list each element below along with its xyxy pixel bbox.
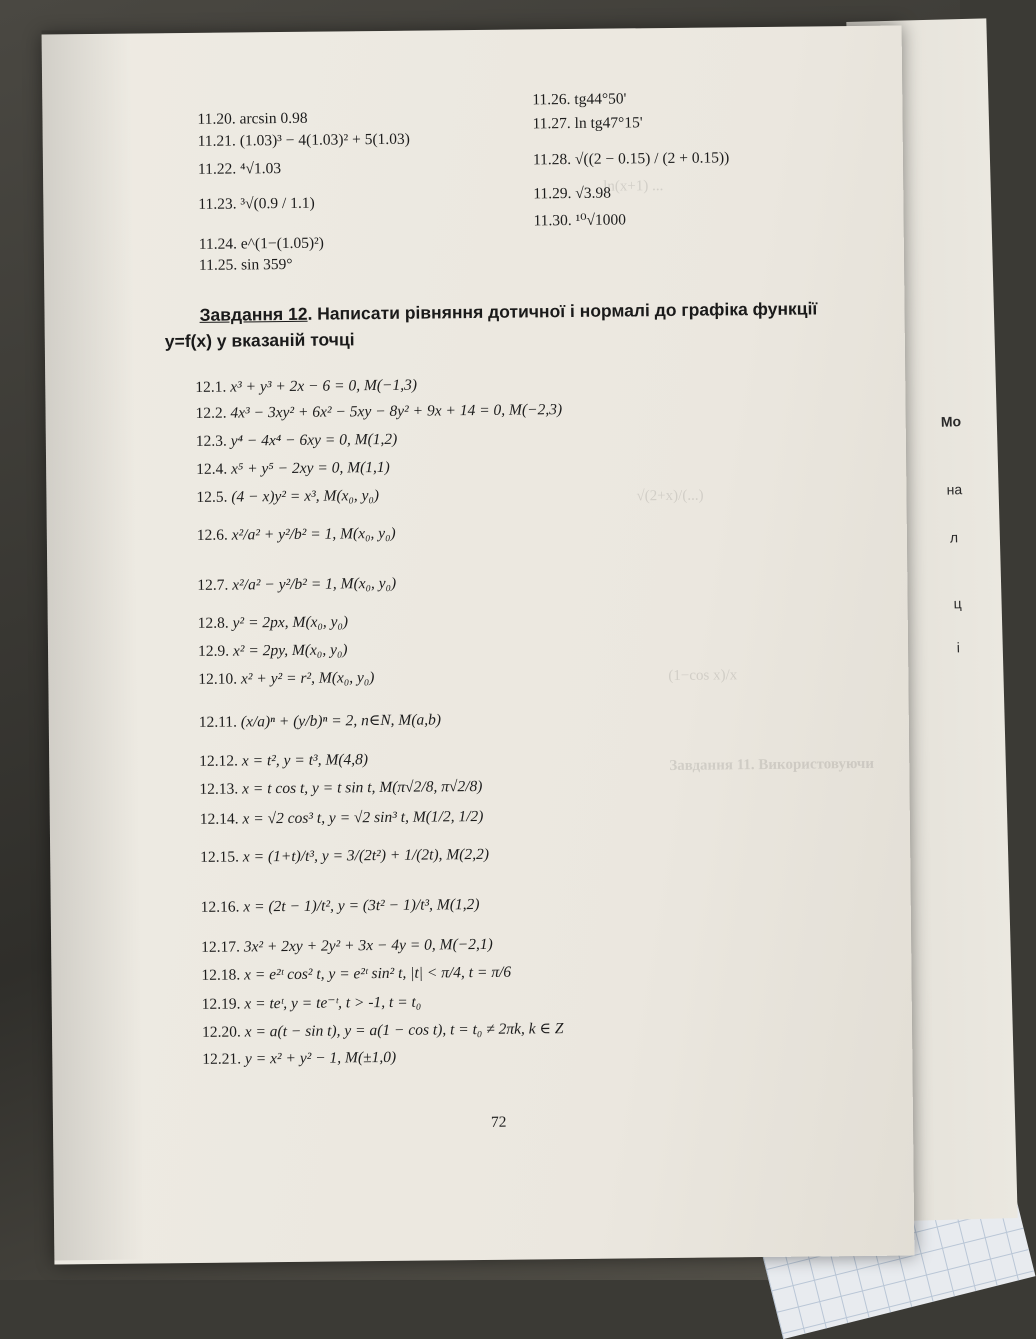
list-item: 11.22. ⁴√1.03 xyxy=(197,160,282,178)
list-item: 11.24. e^(1−(1.05)²) xyxy=(198,234,325,253)
problem-item: 12.10. x² + y² = r², M(x₀, y₀) xyxy=(198,669,375,688)
right-page-fragment: і xyxy=(956,639,961,656)
bleed-through: (1−cos x)/x xyxy=(668,667,738,685)
problem-item: 12.17. 3x² + 2xy + 2y² + 3x − 4y = 0, M(−2,1) xyxy=(201,935,493,956)
bleed-through: Завдання 11. Використовуючи xyxy=(669,755,875,775)
task-heading-line2: y=f(x) у вказаній точці xyxy=(164,329,355,352)
list-item: 11.25. sin 359° xyxy=(198,255,293,274)
right-page-fragment: на xyxy=(946,481,963,498)
task-label: Завдання 12 xyxy=(199,303,308,325)
list-item: 11.29. √3.98 xyxy=(533,184,612,203)
list-item: 11.23. ³√(0.9 / 1.1) xyxy=(198,194,315,213)
page-number: 72 xyxy=(490,1113,507,1131)
problem-item: 12.15. x = (1+t)/t³, y = 3/(2t²) + 1/(2t), M(2,2) xyxy=(200,845,490,866)
problem-item: 12.8. y² = 2px, M(x₀, y₀) xyxy=(197,613,349,632)
problem-item: 12.21. y = x² + y² − 1, M(±1,0) xyxy=(202,1048,397,1068)
problem-item: 12.7. x²/a² − y²/b² = 1, M(x₀, y₀) xyxy=(197,574,397,594)
problem-item: 12.9. x² = 2py, M(x₀, y₀) xyxy=(197,641,348,660)
right-page-fragment: л xyxy=(949,529,959,546)
problem-item: 12.11. (x/a)ⁿ + (y/b)ⁿ = 2, n∈N, M(a,b) xyxy=(198,711,442,731)
problem-item: 12.14. x = √2 cos³ t, y = √2 sin³ t, M(1/2, 1/2) xyxy=(199,807,484,828)
problem-item: 12.4. x⁵ + y⁵ − 2xy = 0, M(1,1) xyxy=(196,458,390,478)
problem-item: 12.5. (4 − x)y² = x³, M(x₀, y₀) xyxy=(196,487,380,506)
problem-item: 12.1. x³ + y³ + 2x − 6 = 0, M(−1,3) xyxy=(195,376,418,396)
problem-item: 12.6. x²/a² + y²/b² = 1, M(x₀, y₀) xyxy=(196,524,396,544)
textbook-page xyxy=(42,26,915,1265)
list-item: 11.27. ln tg47°15' xyxy=(532,114,643,133)
problem-item: 12.18. x = e²ᵗ cos² t, y = e²ᵗ sin² t, |t| < π/4, t = π/6 xyxy=(201,963,512,984)
bleed-through: ln(x+1) ... xyxy=(603,178,664,195)
list-item: 11.20. arcsin 0.98 xyxy=(197,109,308,128)
problem-item: 12.16. x = (2t − 1)/t², y = (3t² − 1)/t³, M(1,2) xyxy=(200,895,480,916)
problem-item: 12.13. x = t cos t, y = t sin t, M(π√2/8, π√2/8) xyxy=(199,777,483,798)
list-item: 11.28. √((2 − 0.15) / (2 + 0.15)) xyxy=(532,149,730,169)
problem-item: 12.20. x = a(t − sin t), y = a(1 − cos t), t = t₀ ≠ 2πk, k ∈ Z xyxy=(201,1020,564,1041)
problem-item: 12.2. 4x³ − 3xy² + 6x² − 5xy − 8y² + 9x + 14 = 0, M(−2,3) xyxy=(195,401,563,422)
problem-item: 12.12. x = t², y = t³, M(4,8) xyxy=(199,751,369,770)
task-heading: Завдання 12. Написати рівняння дотичної і нормалі до графіка функції xyxy=(199,298,818,325)
list-item: 11.26. tg44°50' xyxy=(532,90,627,109)
page-shadow xyxy=(42,30,145,1261)
problem-item: 12.3. y⁴ − 4x⁴ − 6xy = 0, M(1,2) xyxy=(195,430,398,450)
bleed-through: √(2+x)/(...) xyxy=(636,487,704,505)
list-item: 11.30. ¹⁰√1000 xyxy=(533,211,627,230)
problem-item: 12.19. x = teᵗ, y = te⁻ᵗ, t > -1, t = t₀ xyxy=(201,993,422,1013)
list-item: 11.21. (1.03)³ − 4(1.03)² + 5(1.03) xyxy=(197,130,410,150)
right-page-fragment: Мо xyxy=(940,413,962,430)
right-page-fragment: ц xyxy=(953,595,962,612)
